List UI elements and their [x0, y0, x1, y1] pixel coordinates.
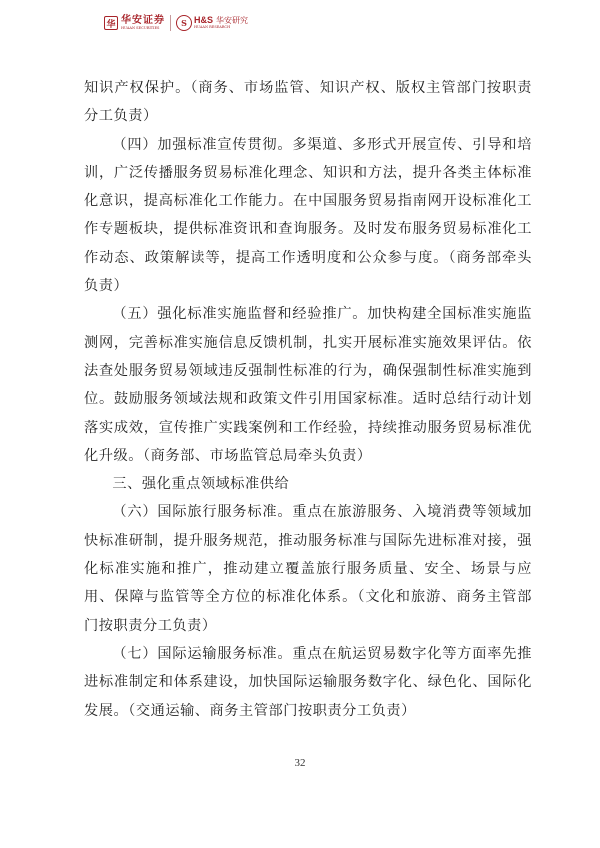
hs-logo-code: H&S — [194, 15, 214, 26]
paragraph-standard-publicity: （四）加强标准宣传贯彻。多渠道、多形式开展宣传、引导和培训，广泛传播服务贸易标准化理念、知识和方法，提升各类主体标准化意识，提高标准化工作能力。在中国服务贸易指南网开设标准化工作专题板块，提供标准资讯和查询服务。及时发布服务贸易标准化工作动态、政策解读等，提高工作透明度和公众参与度。（商务部牵头负责） — [84, 136, 532, 295]
hs-research-logo — [176, 15, 248, 31]
huaan-logo-en: HUAAN SECURITIES — [121, 25, 160, 30]
paragraph-travel-services: （六）国际旅行服务标准。重点在旅游服务、入境消费等领域加快标准研制，提升服务规范，推动服务标准与国际先进标准对接，强化标准实施和推广，推动建立覆盖旅行服务质量、安全、场景与应用、保障与监管等全方位的标准化体系。（文化和旅游、商务主管部门按职责分工负责） — [84, 504, 532, 634]
huaan-logo-cn: 华安证券 — [121, 14, 165, 26]
huaan-securities-logo — [104, 16, 165, 31]
hs-logo-cn: 华安研究 — [216, 16, 249, 26]
logo-divider — [170, 15, 171, 31]
paragraph-implementation-supervision: （五）强化标准实施监督和经验推广。加快构建全国标准实施监测网，完善标准实施信息反馈机制，扎实开展标准实施效果评估。依法查处服务贸易领域违反强制性标准的行为，确保强制性标准实施到位。鼓励服务领域法规和政策文件引用国家标准。适时总结行动计划落实成效，宣传推广实践案例和工作经验，持续推动服务贸易标准优化升级。（商务部、市场监管总局牵头负责） — [84, 306, 532, 464]
page-number: 32 — [294, 757, 306, 769]
huaan-mark-icon: 华 — [104, 16, 118, 30]
hs-logo-en: HUAAN RESEARCH — [194, 25, 231, 30]
document-body — [84, 74, 532, 725]
hs-mark-icon: S — [176, 15, 192, 31]
section-heading-key-areas: 三、强化重点领域标准供给 — [112, 476, 290, 493]
paragraph-transport-services: （七）国际运输服务标准。重点在航运贸易数字化等方面率先推进标准制定和体系建设，加快国际运输服务数字化、绿色化、国际化发展。（交通运输、商务主管部门按职责分工负责） — [84, 645, 532, 719]
paragraph-ip-protection: 知识产权保护。（商务、市场监管、知识产权、版权主管部门按职责分工负责） — [84, 80, 532, 125]
header-logos — [104, 8, 248, 38]
